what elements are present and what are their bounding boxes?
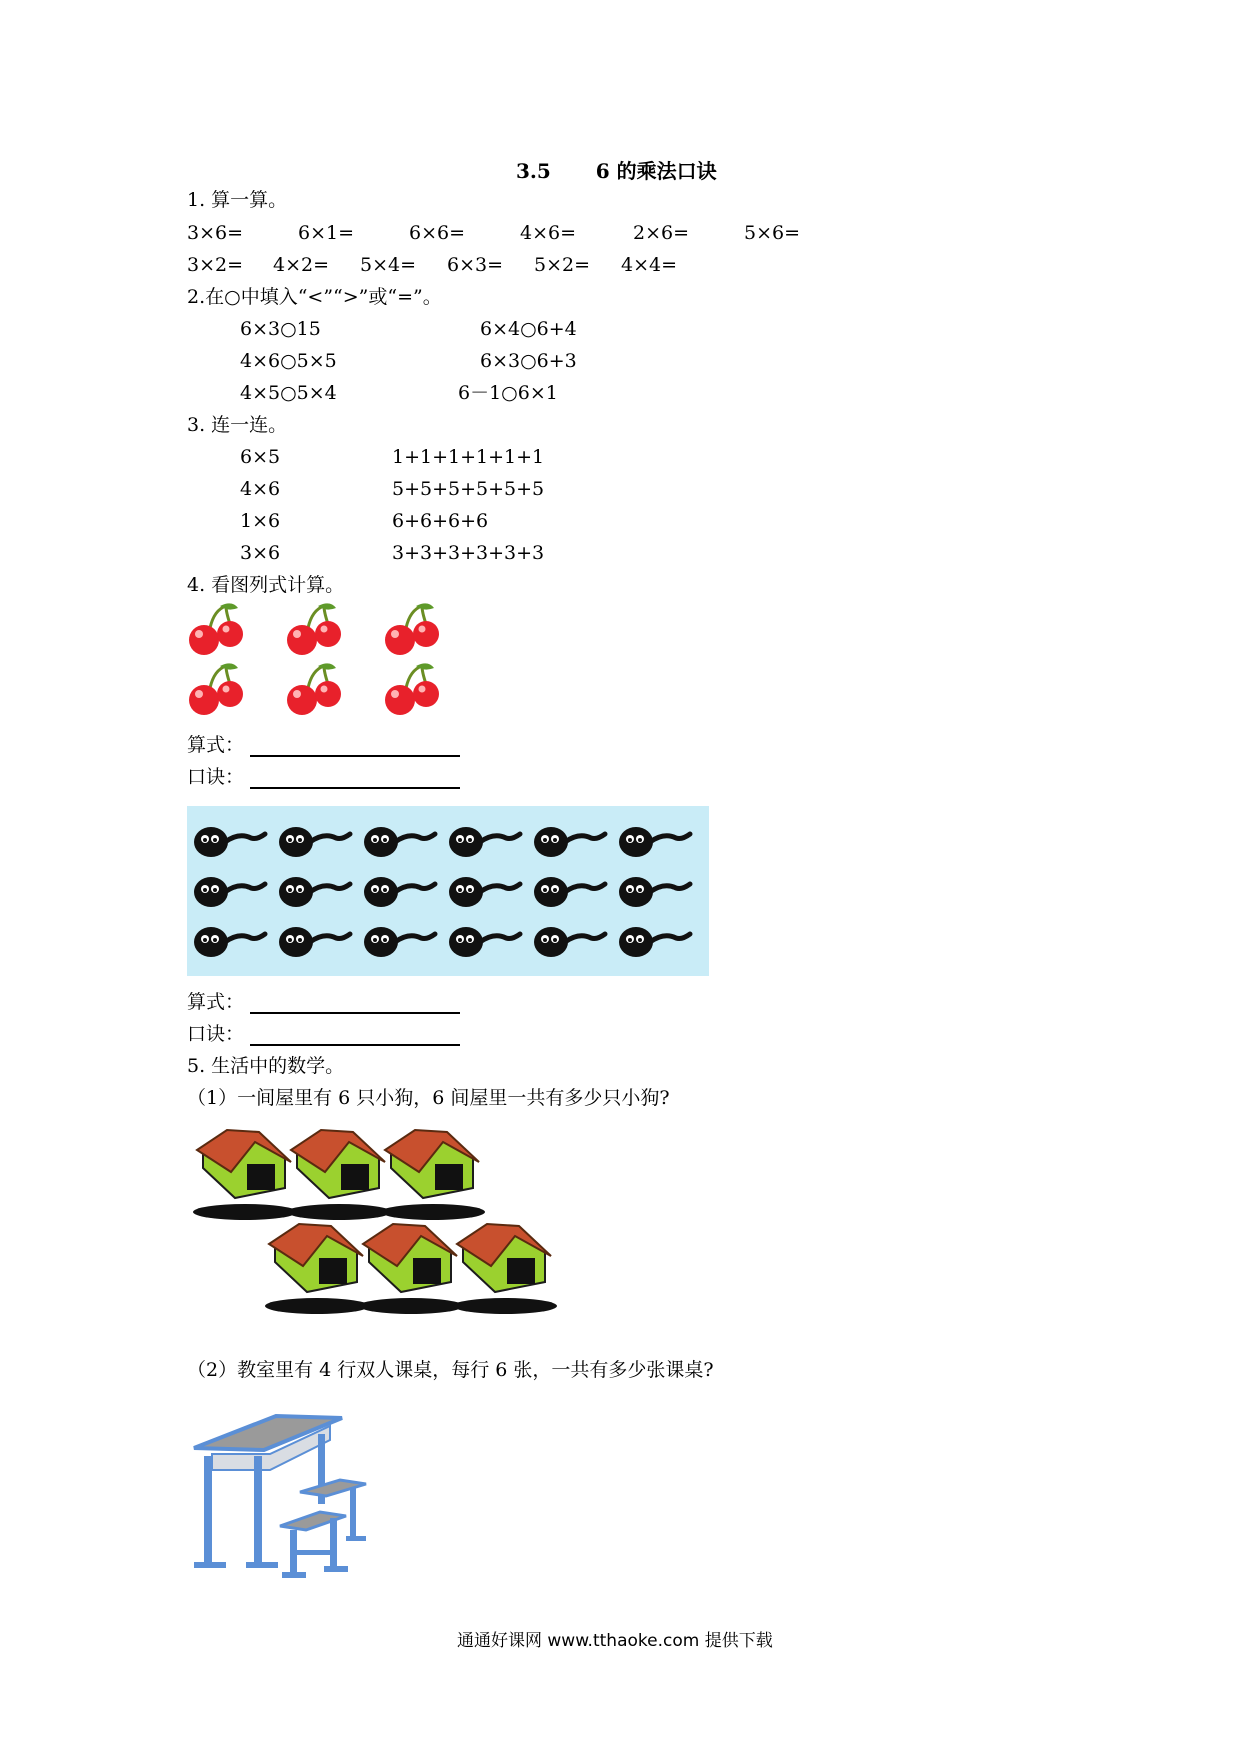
bench-foot: [324, 1566, 348, 1572]
dog-house: [287, 1130, 391, 1220]
cherry: [385, 685, 415, 715]
q2-item: 6×4○6+4: [480, 318, 577, 340]
q1-item: 4×2=: [273, 254, 330, 276]
cherry-pair: [189, 663, 243, 715]
cherry-pair: [385, 663, 439, 715]
houses-illustration: [195, 1128, 555, 1328]
formula-label: 算式：: [187, 991, 245, 1013]
cherry: [413, 681, 439, 707]
q5-sub1: （1）一间屋里有 6 只小狗，6 间屋里一共有多少只小狗?: [187, 1087, 670, 1109]
q2-item: 6×3○6+3: [480, 350, 577, 372]
bench-foot: [282, 1572, 306, 1578]
house-door: [435, 1164, 463, 1190]
bench-leg: [330, 1518, 337, 1568]
q2-label: 2.在○中填入“<”“>”或“=”。: [187, 286, 442, 308]
q1-item: 6×3=: [447, 254, 504, 276]
q1-item: 3×2=: [187, 254, 244, 276]
cherry-pair: [287, 603, 341, 655]
q3-right-item: 5+5+5+5+5+5: [392, 478, 545, 500]
bench-foot: [346, 1536, 366, 1541]
cherry-pair: [385, 603, 439, 655]
q5-label: 5. 生活中的数学。: [187, 1055, 345, 1077]
answer-blank[interactable]: [250, 1024, 460, 1046]
bench-leg: [350, 1488, 356, 1538]
q2-item: 6×3○15: [240, 318, 321, 340]
q2-item: 6－1○6×1: [458, 382, 558, 404]
bench-bar: [294, 1550, 334, 1555]
q2-item: 4×6○5×5: [240, 350, 337, 372]
q5-sub2: （2）教室里有 4 行双人课桌，每行 6 张，一共有多少张课桌?: [187, 1359, 714, 1381]
house-door: [507, 1258, 535, 1284]
q3-right-item: 1+1+1+1+1+1: [392, 446, 545, 468]
page-title: [516, 155, 717, 184]
formula-label: 算式：: [187, 734, 245, 756]
desk-foot: [194, 1562, 226, 1568]
q1-item: 4×4=: [621, 254, 678, 276]
desk-leg: [254, 1456, 262, 1566]
dog-house: [359, 1224, 463, 1314]
cherry: [315, 681, 341, 707]
bench-top: [300, 1480, 366, 1496]
house-door: [413, 1258, 441, 1284]
tadpoles-illustration: [187, 806, 709, 976]
title-text: 6 的乘法口诀: [595, 159, 717, 183]
q4-label: 4. 看图列式计算。: [187, 574, 345, 596]
rhyme-label: 口诀：: [187, 1023, 245, 1045]
cherry: [385, 625, 415, 655]
dog-house: [193, 1130, 297, 1220]
dog-house: [381, 1130, 485, 1220]
cherry: [413, 621, 439, 647]
q3-left-item: 4×6: [240, 478, 281, 500]
house-door: [341, 1164, 369, 1190]
q2-item: 4×5○5×4: [240, 382, 337, 404]
q1-item: 6×6=: [409, 222, 466, 244]
cherry: [189, 685, 219, 715]
cherry: [287, 625, 317, 655]
q3-right-item: 3+3+3+3+3+3: [392, 542, 545, 564]
q1-item: 5×6=: [744, 222, 801, 244]
house-door: [319, 1258, 347, 1284]
q1-item: 2×6=: [633, 222, 690, 244]
rhyme-line: [187, 765, 460, 789]
title-number: 3.5: [516, 159, 551, 183]
formula-line: [187, 990, 460, 1014]
answer-blank[interactable]: [250, 767, 460, 789]
q1-item: 5×2=: [534, 254, 591, 276]
cherry: [189, 625, 219, 655]
answer-blank[interactable]: [250, 992, 460, 1014]
rhyme-label: 口诀：: [187, 766, 245, 788]
q3-left-item: 6×5: [240, 446, 281, 468]
q1-item: 5×4=: [360, 254, 417, 276]
desk-leg: [204, 1456, 212, 1566]
q3-left-item: 3×6: [240, 542, 281, 564]
q3-label: 3. 连一连。: [187, 414, 288, 436]
desk-foot: [246, 1562, 278, 1568]
house-door: [247, 1164, 275, 1190]
q3-right-item: 6+6+6+6: [392, 510, 489, 532]
q1-item: 4×6=: [520, 222, 577, 244]
q3-left-item: 1×6: [240, 510, 281, 532]
footer-text: 通通好课网 www.tthaoke.com 提供下载: [457, 1631, 773, 1651]
cherry: [217, 681, 243, 707]
q1-item: 3×6=: [187, 222, 244, 244]
q1-item: 6×1=: [298, 222, 355, 244]
answer-blank[interactable]: [250, 735, 460, 757]
cherry-pair: [189, 603, 243, 655]
dog-house: [265, 1224, 369, 1314]
rhyme-line: [187, 1022, 460, 1046]
cherry: [287, 685, 317, 715]
q1-label: 1. 算一算。: [187, 189, 288, 211]
formula-line: [187, 733, 460, 757]
cherry-pair: [287, 663, 341, 715]
cherries-illustration: [186, 604, 446, 724]
dog-house: [453, 1224, 557, 1314]
cherry: [315, 621, 341, 647]
cherry: [217, 621, 243, 647]
desk-illustration: [190, 1412, 380, 1584]
